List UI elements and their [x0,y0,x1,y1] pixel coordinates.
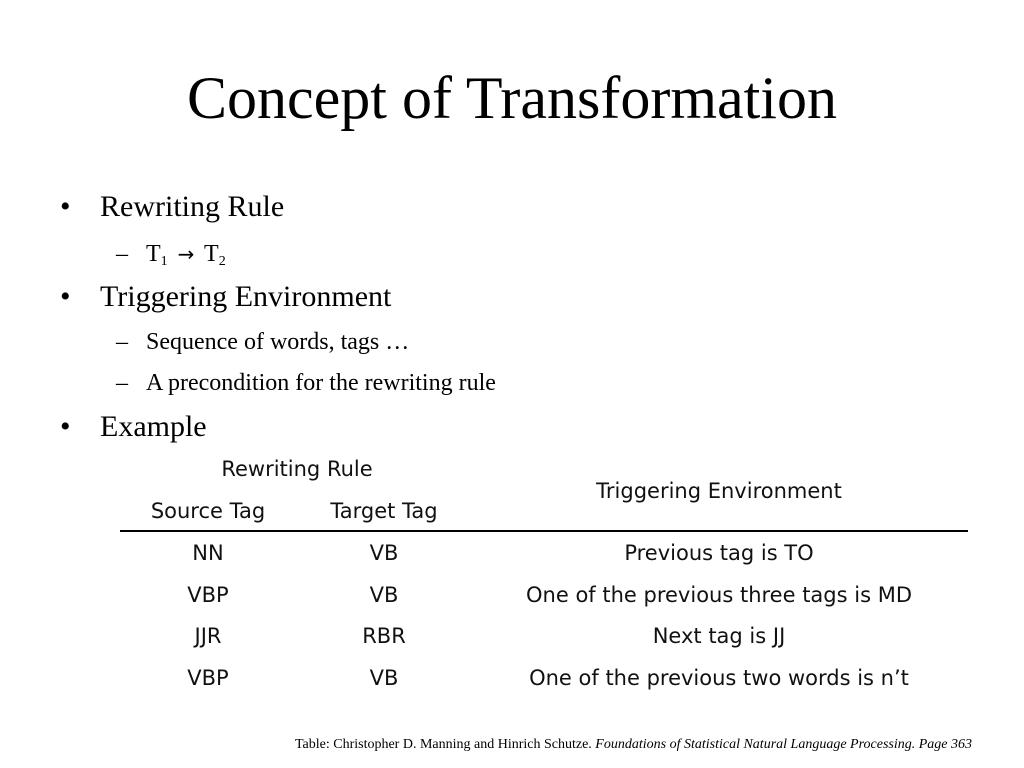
cell-source-tag: VBP [187,666,229,690]
table-header-divider [120,530,968,532]
citation-prefix: Table: Christopher D. Manning and Hinrich Schutze. [294,737,596,752]
bullet-text: Example [100,410,207,443]
cell-source-tag: VBP [187,583,229,607]
table-header-source-tag: Source Tag [150,499,266,523]
tag-t2: T [204,241,219,267]
tag-t2-subscript: 2 [218,254,226,269]
bullet-text: Rewriting Rule [100,190,285,223]
sub-bullet-dash: – [116,370,128,396]
table-group-header: Rewriting Rule [221,457,373,481]
cell-triggering-environment: One of the previous two words is n’t [529,666,909,690]
cell-target-tag: VB [369,666,399,690]
bullet-text: Triggering Environment [100,280,392,313]
bullet-dot: • [60,280,71,313]
tag-t1: T [146,241,161,267]
bullet-dot: • [60,190,71,223]
citation-book-title: Foundations of Statistical Natural Language Processing. Page 363 [595,737,972,752]
cell-target-tag: VB [369,583,399,607]
cell-triggering-environment: Next tag is JJ [652,624,786,648]
cell-triggering-environment: Previous tag is TO [624,541,814,565]
arrow-right-icon: → [177,242,195,266]
table-header-triggering-environment: Triggering Environment [596,479,842,503]
tag-t1-subscript: 1 [160,254,168,269]
sub-bullet-text: A precondition for the rewriting rule [146,370,496,396]
bullet-dot: • [60,410,71,443]
cell-source-tag: NN [192,541,224,565]
table-header-target-tag: Target Tag [330,499,438,523]
sub-bullet-dash: – [116,241,128,267]
cell-target-tag: VB [369,541,399,565]
sub-bullet-text: Sequence of words, tags … [146,329,410,355]
sub-bullet-dash: – [116,329,128,355]
slide-title: Concept of Transformation [187,65,837,131]
citation-footer [295,736,972,754]
cell-triggering-environment: One of the previous three tags is MD [526,583,912,607]
cell-source-tag: JJR [194,624,222,648]
cell-target-tag: RBR [362,624,406,648]
